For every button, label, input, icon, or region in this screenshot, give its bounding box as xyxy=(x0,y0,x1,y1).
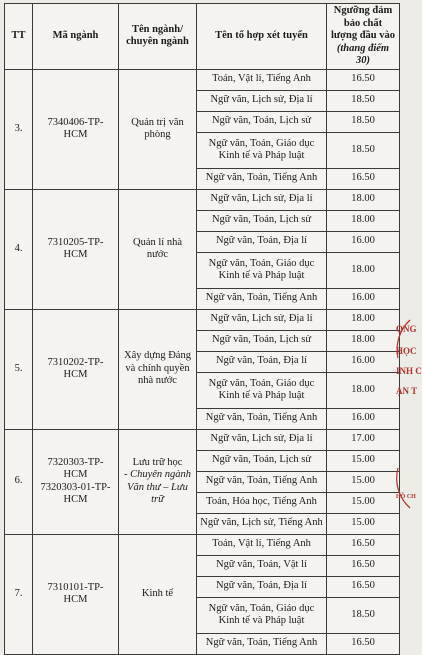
score-cell: 15.00 xyxy=(327,450,400,471)
major-code: 7310202-TP-HCM xyxy=(33,309,119,429)
seal-fragment: ỌNG xyxy=(396,324,417,334)
seal-fragment: ẠN T xyxy=(396,386,418,396)
score-cell: 16.50 xyxy=(327,534,400,555)
combo-cell: Ngữ văn, Toán, Lịch sử xyxy=(197,210,327,231)
major-code: 7310101-TP-HCM xyxy=(33,534,119,654)
admission-threshold-table xyxy=(4,3,400,655)
combo-cell: Ngữ văn, Toán, Lịch sử xyxy=(197,111,327,132)
combo-cell: Toán, Vật lí, Tiếng Anh xyxy=(197,69,327,90)
specialization-name: - Chuyên ngành Văn thư – Lưu trữ xyxy=(123,469,192,505)
major-code-cell xyxy=(33,429,119,534)
combo-cell: Ngữ văn, Toán, Lịch sử xyxy=(197,450,327,471)
combo-cell: Ngữ văn, Toán, Tiếng Anh xyxy=(197,471,327,492)
combo-cell: Ngữ văn, Toán, Địa lí xyxy=(197,351,327,372)
major-name: Kinh tế xyxy=(119,534,197,654)
combo-cell: Ngữ văn, Toán, Giáo dục Kinh tế và Pháp luật xyxy=(197,252,327,288)
score-cell: 16.50 xyxy=(327,168,400,189)
header-major: Tên ngành/ chuyên ngành xyxy=(119,4,197,70)
table-row xyxy=(5,69,400,90)
score-cell: 16.50 xyxy=(327,576,400,597)
combo-cell: Ngữ văn, Lịch sử, Địa lí xyxy=(197,309,327,330)
score-cell: 15.00 xyxy=(327,471,400,492)
score-cell: 16.00 xyxy=(327,408,400,429)
score-cell: 18.00 xyxy=(327,330,400,351)
combo-cell: Ngữ văn, Lịch sử, Địa lí xyxy=(197,90,327,111)
header-threshold-scale: (thang điểm 30) xyxy=(336,42,390,66)
row-tt: 3. xyxy=(5,69,33,189)
combo-cell: Ngữ văn, Lịch sử, Địa lí xyxy=(197,189,327,210)
table-row xyxy=(5,189,400,210)
seal-fragment: INH C xyxy=(396,366,422,376)
major-name: Lưu trữ học xyxy=(132,456,183,468)
major-name: Quản trị văn phòng xyxy=(119,69,197,189)
major-code: 7340406-TP-HCM xyxy=(33,69,119,189)
major-name-cell xyxy=(119,429,197,534)
score-cell: 18.00 xyxy=(327,309,400,330)
score-cell: 18.00 xyxy=(327,372,400,408)
score-cell: 18.50 xyxy=(327,111,400,132)
combo-cell: Ngữ văn, Toán, Tiếng Anh xyxy=(197,168,327,189)
header-combo: Tên tổ hợp xét tuyển xyxy=(197,4,327,70)
red-seal-stamp xyxy=(396,318,422,518)
table-row xyxy=(5,309,400,330)
seal-fragment: HỒ CH xyxy=(396,494,416,500)
score-cell: 18.50 xyxy=(327,597,400,633)
row-tt: 6. xyxy=(5,429,33,534)
score-cell: 16.00 xyxy=(327,288,400,309)
score-cell: 16.00 xyxy=(327,231,400,252)
header-threshold xyxy=(327,4,400,70)
combo-cell: Ngữ văn, Toán, Tiếng Anh xyxy=(197,633,327,654)
major-code-secondary: 7320303-01-TP-HCM xyxy=(40,481,111,505)
header-code: Mã ngành xyxy=(33,4,119,70)
header-threshold-label: Ngưỡng đảm bảo chất lượng đầu vào xyxy=(330,5,396,41)
header-tt: TT xyxy=(5,4,33,70)
major-code: 7310205-TP-HCM xyxy=(33,189,119,309)
major-code: 7320303-TP-HCM xyxy=(47,456,104,480)
table-row xyxy=(5,534,400,555)
combo-cell: Ngữ văn, Toán, Giáo dục Kinh tế và Pháp luật xyxy=(197,132,327,168)
score-cell: 18.50 xyxy=(327,132,400,168)
combo-cell: Toán, Hóa học, Tiếng Anh xyxy=(197,492,327,513)
score-cell: 15.00 xyxy=(327,513,400,534)
score-cell: 16.50 xyxy=(327,633,400,654)
combo-cell: Toán, Vật lí, Tiếng Anh xyxy=(197,534,327,555)
score-cell: 18.00 xyxy=(327,210,400,231)
row-tt: 7. xyxy=(5,534,33,654)
major-name: Xây dựng Đảng và chính quyền nhà nước xyxy=(119,309,197,429)
score-cell: 17.00 xyxy=(327,429,400,450)
combo-cell: Ngữ văn, Toán, Vật lí xyxy=(197,555,327,576)
score-cell: 18.00 xyxy=(327,189,400,210)
table-header-row xyxy=(5,4,400,70)
major-name: Quản lí nhà nước xyxy=(119,189,197,309)
combo-cell: Ngữ văn, Toán, Tiếng Anh xyxy=(197,288,327,309)
score-cell: 16.50 xyxy=(327,555,400,576)
score-cell: 16.00 xyxy=(327,351,400,372)
score-cell: 18.00 xyxy=(327,252,400,288)
row-tt: 5. xyxy=(5,309,33,429)
seal-fragment: HỌC xyxy=(396,346,417,356)
table-row xyxy=(5,429,400,450)
row-tt: 4. xyxy=(5,189,33,309)
combo-cell: Ngữ văn, Toán, Lịch sử xyxy=(197,330,327,351)
combo-cell: Ngữ văn, Toán, Giáo dục Kinh tế và Pháp luật xyxy=(197,597,327,633)
combo-cell: Ngữ văn, Lịch sử, Tiếng Anh xyxy=(197,513,327,534)
combo-cell: Ngữ văn, Toán, Địa lí xyxy=(197,576,327,597)
combo-cell: Ngữ văn, Toán, Tiếng Anh xyxy=(197,408,327,429)
score-cell: 18.50 xyxy=(327,90,400,111)
combo-cell: Ngữ văn, Lịch sử, Địa lí xyxy=(197,429,327,450)
score-cell: 15.00 xyxy=(327,492,400,513)
score-cell: 16.50 xyxy=(327,69,400,90)
combo-cell: Ngữ văn, Toán, Giáo dục Kinh tế và Pháp luật xyxy=(197,372,327,408)
combo-cell: Ngữ văn, Toán, Địa lí xyxy=(197,231,327,252)
